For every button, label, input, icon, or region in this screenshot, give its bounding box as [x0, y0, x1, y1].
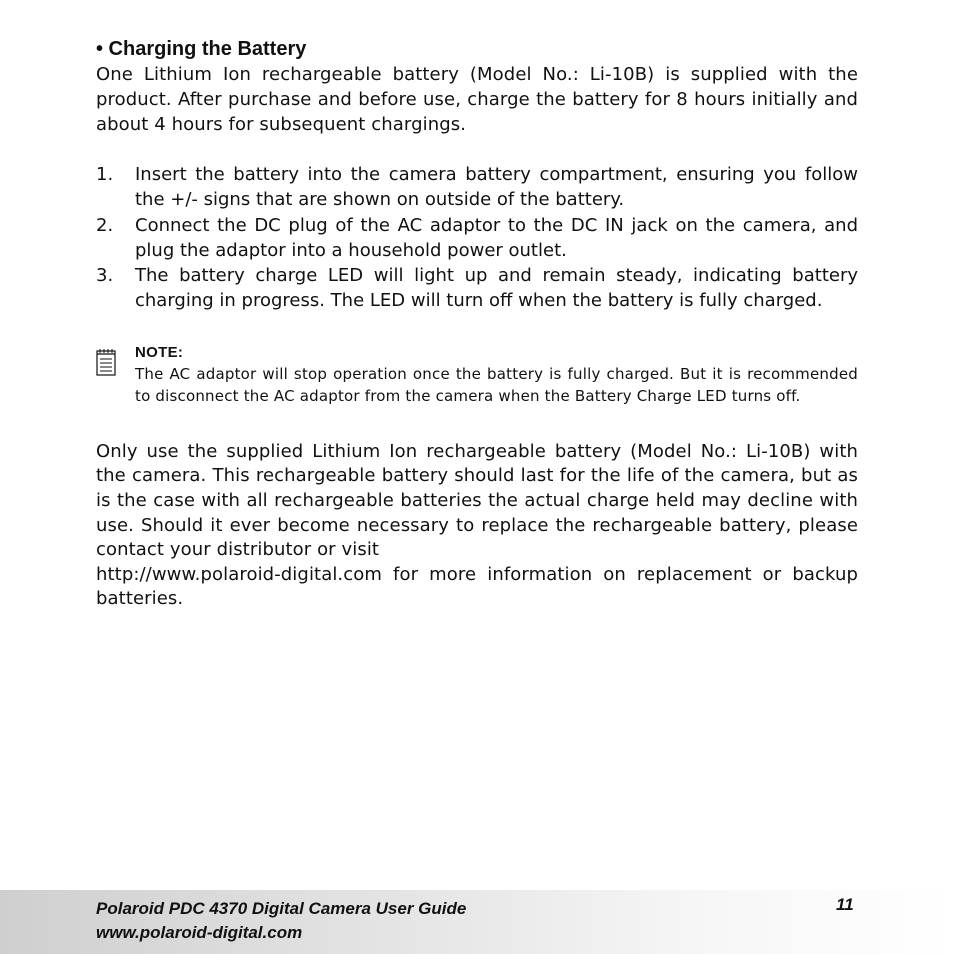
footer-title: Polaroid PDC 4370 Digital Camera User Guide: [96, 899, 467, 918]
step-number: 3.: [96, 265, 114, 287]
page-number: 11: [836, 895, 854, 914]
list-item: [96, 213, 858, 264]
step-number: 2.: [96, 214, 114, 236]
step-text: The battery charge LED will light up and remain steady, indicating battery charging in progress. The LED will turn off when the battery is fully charged.: [135, 265, 858, 312]
step-number: 1.: [96, 164, 114, 185]
closing-paragraph: [96, 440, 858, 612]
notepad-icon: [96, 348, 116, 376]
step-text: Insert the battery into the camera battery compartment, ensuring you follow the +/- signs that are shown on outside of the battery.: [135, 164, 858, 211]
section-heading: • Charging the Battery: [96, 38, 307, 60]
note-box: [96, 344, 858, 408]
steps-list: [96, 162, 858, 314]
list-item: [96, 263, 858, 314]
list-item: [96, 162, 858, 213]
page-content: [96, 36, 858, 612]
footer-url: www.polaroid-digital.com: [96, 923, 303, 942]
closing-url-line: http://www.polaroid-digital.com for more information on replacement or backup batteries.: [96, 563, 858, 610]
page-footer: [0, 890, 954, 954]
closing-text: Only use the supplied Lithium Ion rechargeable battery (Model No.: Li-10B) with the camera. This rechargeable battery should last for the life of the camera, but as is the case with all rechargeable batteries the actual charge held may decline with use. Should it ever become necessary to replace the rechargeable battery, please contact your distributor or visit: [96, 440, 858, 561]
note-body: The AC adaptor will stop operation once the battery is fully charged. But it is recommended to disconnect the AC adaptor from the camera when the Battery Charge LED turns off.: [135, 364, 858, 406]
intro-paragraph: One Lithium Ion rechargeable battery (Model No.: Li-10B) is supplied with the product. After purchase and before use, charge the battery for 8 hours initially and about 4 hours for subsequent chargings.: [96, 64, 858, 135]
step-text: Connect the DC plug of the AC adaptor to the DC IN jack on the camera, and plug the adaptor into a household power outlet.: [135, 214, 858, 261]
note-title: NOTE:: [135, 343, 184, 361]
